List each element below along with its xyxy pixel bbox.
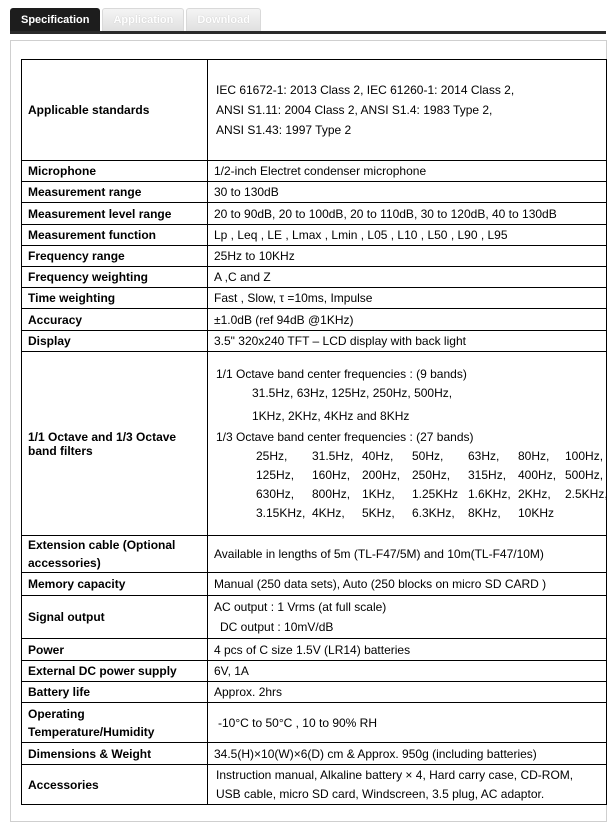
table-row xyxy=(22,536,607,573)
band-frequency: 40Hz, xyxy=(362,448,394,463)
table-row xyxy=(22,639,607,661)
octave-1-1-frequencies: 31.5Hz, 63Hz, 125Hz, 250Hz, 500Hz, xyxy=(252,385,453,400)
band-frequency: 500Hz, xyxy=(565,467,604,482)
band-frequency: 200Hz, xyxy=(362,467,401,482)
row-label: 1/1 Octave and 1/3 Octave band filters xyxy=(22,352,208,536)
band-frequency: 160Hz, xyxy=(312,467,351,482)
row-label: Operating Temperature/Humidity xyxy=(22,703,208,743)
table-row xyxy=(22,352,607,536)
band-frequency xyxy=(565,504,616,523)
row-label: Display xyxy=(22,331,208,352)
row-label: Memory capacity xyxy=(22,573,208,596)
octave-bands-cell xyxy=(208,352,607,536)
value-line: ANSI S1.43: 1997 Type 2 xyxy=(216,123,352,137)
row-label: Accessories xyxy=(22,765,208,805)
table-row xyxy=(22,743,607,765)
row-label: External DC power supply xyxy=(22,661,208,682)
table-row xyxy=(22,573,607,596)
row-label: Frequency weighting xyxy=(22,267,208,288)
band-frequency: 31.5Hz, xyxy=(312,448,354,463)
row-value: 25Hz to 10KHz xyxy=(208,246,607,267)
row-value xyxy=(208,596,607,639)
row-value xyxy=(208,60,607,161)
table-row xyxy=(22,182,607,203)
table-row xyxy=(22,288,607,309)
row-label: Microphone xyxy=(22,161,208,182)
band-frequency: 50Hz, xyxy=(412,448,444,463)
band-frequency: 800Hz, xyxy=(312,486,351,501)
band-frequency: 6.3KHz, xyxy=(412,505,455,520)
table-row xyxy=(22,596,607,639)
row-value: 20 to 90dB, 20 to 100dB, 20 to 110dB, 30 to 120dB, 40 to 130dB xyxy=(208,203,607,225)
row-label: Power xyxy=(22,639,208,661)
band-frequency: 8KHz, xyxy=(468,505,501,520)
band-frequency: 1KHz, xyxy=(362,486,395,501)
row-label: Time weighting xyxy=(22,288,208,309)
band-frequency: 10KHz xyxy=(518,505,555,520)
table-row xyxy=(22,703,607,743)
row-value: Approx. 2hrs xyxy=(208,682,607,703)
row-value xyxy=(208,765,607,805)
value-line: USB cable, micro SD card, Windscreen, 3.5 plug, AC adaptor. xyxy=(216,786,545,801)
band-frequency: 3.15KHz, xyxy=(256,505,306,520)
octave-1-1-frequencies: 1KHz, 2KHz, 4KHz and 8KHz xyxy=(252,408,410,423)
row-value: Lp , Leq , LE , Lmax , Lmin , L05 , L10 , L50 , L90 , L95 xyxy=(208,225,607,246)
band-frequency: 125Hz, xyxy=(256,467,295,482)
octave-1-1-header: 1/1 Octave band center frequencies : (9 bands) xyxy=(216,366,467,381)
table-row xyxy=(22,682,607,703)
row-value: 3.5" 320x240 TFT – LCD display with back light xyxy=(208,331,607,352)
band-frequency: 2.5KHz, xyxy=(565,486,608,501)
row-value: -10°C to 50°C , 10 to 90% RH xyxy=(208,703,607,743)
row-label: Signal output xyxy=(22,596,208,639)
row-label: Measurement function xyxy=(22,225,208,246)
row-label: Battery life xyxy=(22,682,208,703)
tab-underline xyxy=(10,31,606,34)
band-frequency: 63Hz, xyxy=(468,448,500,463)
band-frequency: 315Hz, xyxy=(468,467,507,482)
value-line: IEC 61672-1: 2013 Class 2, IEC 61260-1: 2014 Class 2, xyxy=(216,83,515,97)
table-row xyxy=(22,309,607,331)
row-label: Extension cable (Optional accessories) xyxy=(22,536,208,573)
row-label: Dimensions & Weight xyxy=(22,743,208,765)
tab-application[interactable]: Application xyxy=(102,8,184,31)
table-row xyxy=(22,203,607,225)
table-row xyxy=(22,225,607,246)
row-value: Manual (250 data sets), Auto (250 blocks on micro SD CARD ) xyxy=(208,573,607,596)
band-frequency: 5KHz, xyxy=(362,505,395,520)
row-value: Available in lengths of 5m (TL-F47/5M) and 10m(TL-F47/10M) xyxy=(208,536,607,573)
band-frequency: 2KHz, xyxy=(518,486,551,501)
band-frequency: 25Hz, xyxy=(256,448,288,463)
row-value: A ,C and Z xyxy=(208,267,607,288)
table-row xyxy=(22,267,607,288)
tab-download[interactable]: Download xyxy=(186,8,261,31)
row-label: Applicable standards xyxy=(22,60,208,161)
row-value: 4 pcs of C size 1.5V (LR14) batteries xyxy=(208,639,607,661)
band-frequency: 250Hz, xyxy=(412,467,451,482)
octave-1-3-header: 1/3 Octave band center frequencies : (27 bands) xyxy=(216,429,474,444)
table-row xyxy=(22,60,607,161)
octave-1-3-band-grid xyxy=(216,447,608,523)
band-frequency: 630Hz, xyxy=(256,486,295,501)
table-row xyxy=(22,161,607,182)
row-label: Frequency range xyxy=(22,246,208,267)
specification-table xyxy=(21,59,607,805)
value-line: ANSI S1.11: 2004 Class 2, ANSI S1.4: 1983 Type 2, xyxy=(216,103,493,117)
row-value: Fast , Slow, τ =10ms, Impulse xyxy=(208,288,607,309)
row-label: Measurement range xyxy=(22,182,208,203)
row-label: Accuracy xyxy=(22,309,208,331)
band-frequency: 100Hz, xyxy=(565,448,604,463)
value-line: Instruction manual, Alkaline battery × 4, Hard carry case, CD-ROM, xyxy=(216,767,574,782)
table-row xyxy=(22,246,607,267)
band-frequency: 1.6KHz, xyxy=(468,486,511,501)
value-line: AC output : 1 Vrms (at full scale) xyxy=(214,600,387,614)
row-label: Measurement level range xyxy=(22,203,208,225)
row-value: 6V, 1A xyxy=(208,661,607,682)
band-frequency: 4KHz, xyxy=(312,505,345,520)
table-row xyxy=(22,331,607,352)
row-value: 30 to 130dB xyxy=(208,182,607,203)
tab-specification[interactable]: Specification xyxy=(10,8,100,31)
row-value: ±1.0dB (ref 94dB @1KHz) xyxy=(208,309,607,331)
table-row xyxy=(22,661,607,682)
row-value: 1/2-inch Electret condenser microphone xyxy=(208,161,607,182)
table-row xyxy=(22,765,607,805)
band-frequency: 400Hz, xyxy=(518,467,557,482)
band-frequency: 1.25KHz xyxy=(412,486,459,501)
band-frequency: 80Hz, xyxy=(518,448,550,463)
value-line: DC output : 10mV/dB xyxy=(220,620,334,634)
row-value: 34.5(H)×10(W)×6(D) cm & Approx. 950g (including batteries) xyxy=(208,743,607,765)
